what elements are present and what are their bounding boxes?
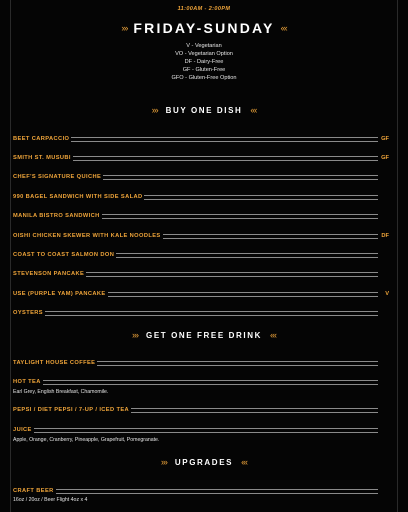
section-upgrades xyxy=(0,456,408,468)
section-deco-left: ››› xyxy=(132,330,139,340)
menu-item-stevenson-pancake xyxy=(13,270,389,278)
dotted-leader xyxy=(108,292,378,297)
juice-options: Apple, Orange, Cranberry, Pineapple, Grapefruit, Pomegranate. xyxy=(13,437,160,443)
menu-item-salmon-don xyxy=(13,251,389,259)
section-buy-one-dish xyxy=(0,104,408,116)
menu-item-name: OISHI CHICKEN SKEWER WITH KALE NOODLES xyxy=(13,233,161,239)
legend-gluten-free: GF - Gluten-Free xyxy=(182,67,226,73)
section-free-drink xyxy=(0,329,408,341)
menu-item-name: 990 BAGEL SANDWICH WITH SIDE SALAD xyxy=(13,194,143,200)
section-deco-right: ‹‹‹ xyxy=(250,105,257,115)
menu-title-row xyxy=(0,20,408,36)
menu-item-house-coffee xyxy=(13,359,389,367)
section-deco-right: ‹‹‹ xyxy=(269,330,276,340)
section-title-dish: BUY ONE DISH xyxy=(165,105,243,115)
menu-item-name: SMITH ST. MUSUBI xyxy=(13,155,71,161)
section-deco-left: ››› xyxy=(151,105,158,115)
section-deco-left: ››› xyxy=(160,457,167,467)
menu-title: FRIDAY-SUNDAY xyxy=(133,20,275,36)
menu-item-name: PEPSI / DIET PEPSI / 7-UP / ICED TEA xyxy=(13,407,130,413)
dotted-leader xyxy=(103,175,378,180)
section-title-drink: GET ONE FREE DRINK xyxy=(146,330,262,340)
dietary-legend xyxy=(0,42,408,82)
title-deco-left: ››› xyxy=(121,23,128,33)
section-title-upgrades: UPGRADES xyxy=(174,457,234,467)
dotted-leader xyxy=(163,234,378,239)
dotted-leader xyxy=(43,380,378,385)
menu-item-name: TAYLIGHT HOUSE COFFEE xyxy=(13,360,96,366)
dotted-leader xyxy=(34,428,378,433)
menu-item-juice xyxy=(13,426,389,434)
menu-item-bagel-sandwich xyxy=(13,193,389,201)
menu-item-ube-pancake xyxy=(13,290,389,298)
dotted-leader xyxy=(97,361,378,366)
legend-vegetarian: V - Vegetarian xyxy=(186,43,222,49)
menu-item-quiche xyxy=(13,173,389,181)
menu-item-oysters xyxy=(13,309,389,317)
menu-item-name: HOT TEA xyxy=(13,379,41,385)
menu-item-name: JUICE xyxy=(13,427,32,433)
section-deco-right: ‹‹‹ xyxy=(241,457,248,467)
menu-item-craft-beer xyxy=(13,487,389,495)
menu-item-soft-drinks xyxy=(13,406,389,414)
menu-item-name: CRAFT BEER xyxy=(13,488,54,494)
legend-vegetarian-option: VO - Vegetarian Option xyxy=(175,51,233,57)
diet-tag: GF xyxy=(381,155,389,161)
title-deco-right: ‹‹‹ xyxy=(280,23,287,33)
menu-item-name: STEVENSON PANCAKE xyxy=(13,271,85,277)
diet-tag: DF xyxy=(381,233,389,239)
menu-item-name: COAST TO COAST SALMON DON xyxy=(13,252,115,258)
dotted-leader xyxy=(144,195,378,200)
diet-tag: GF xyxy=(381,136,389,142)
dotted-leader xyxy=(116,253,378,258)
dotted-leader xyxy=(131,408,378,413)
menu-item-hot-tea xyxy=(13,378,389,386)
diet-tag: V xyxy=(385,291,389,297)
menu-item-musubi xyxy=(13,154,389,162)
hot-tea-options: Earl Grey, English Breakfast, Chamomile. xyxy=(13,389,109,395)
dotted-leader xyxy=(71,137,378,142)
menu-item-name: MANILA BISTRO SANDWICH xyxy=(13,213,100,219)
legend-dairy-free: DF - Dairy-Free xyxy=(184,59,224,65)
dotted-leader xyxy=(56,489,378,494)
menu-item-beet-carpaccio xyxy=(13,135,389,143)
menu-item-manila-sandwich xyxy=(13,212,389,220)
service-hours: 11:00AM - 2:00PM xyxy=(177,6,231,12)
menu-item-chicken-skewer xyxy=(13,232,389,240)
dotted-leader xyxy=(45,311,378,316)
menu-item-name: USE (PURPLE YAM) PANCAKE xyxy=(13,291,106,297)
legend-gluten-free-option: GFO - Gluten-Free Option xyxy=(171,75,237,81)
dotted-leader xyxy=(86,272,378,277)
dotted-leader xyxy=(73,156,378,161)
dotted-leader xyxy=(102,214,378,219)
menu-item-name: CHEF'S SIGNATURE QUICHE xyxy=(13,174,102,180)
craft-beer-sizes: 16oz / 20oz / Beer Flight 4oz x 4 xyxy=(13,497,88,503)
menu-item-name: BEET CARPACCIO xyxy=(13,136,70,142)
menu-item-name: OYSTERS xyxy=(13,310,43,316)
